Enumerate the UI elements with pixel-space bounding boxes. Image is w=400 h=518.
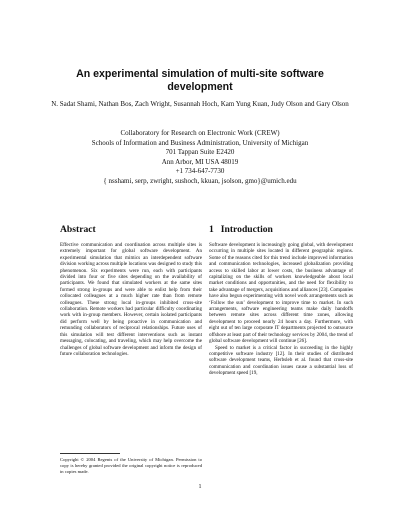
abstract-text: Effective communication and coordination across multiple sites is extremely important for global software development. An experimental simulation that mimics an interdependent software division working across multiple locations was designed to study this phenomenon. Six experiments were run, each with participants divided into four or five sites depending on the availability of participants. We found that simulated workers at the same sites formed strong in-groups and were able to enlist help from their collocated colleagues at a much higher rate than from remote colleagues. These strong local in-groups inhibited cross-site collaboration. Remote workers had particular difficulty coordinating work with in-group members. However, certain isolated participants did perform well by being proactive in communication and remunding collaborators of reciprocal relationships. Future uses of this simulation will test different interventions such as instant messaging, colocating, and traveling, which may help overcome the challenges of global software development and inform the design of future collaboration technologies.: [60, 242, 202, 357]
affiliation-line: Schools of Information and Business Administration, University of Michigan: [91, 138, 309, 147]
section-title: Introduction: [220, 224, 273, 235]
affiliation-line: Collaboratory for Research on Electronic Work (CREW): [120, 129, 280, 137]
abstract-column: [60, 224, 202, 357]
affiliation-line: Ann Arbor, MI USA 48019: [161, 157, 239, 166]
affiliation-block: [40, 129, 360, 187]
section-number: 1: [209, 224, 214, 235]
author-list: N. Sadat Shami, Nathan Bos, Zach Wright, Susannah Hoch, Kam Yung Kuan, Judy Olson and Gary Olson: [51, 100, 349, 108]
affiliation-line: +1 734-647-7730: [175, 167, 225, 176]
introduction-column: [209, 224, 353, 377]
abstract-heading: Abstract: [60, 224, 96, 235]
footnote-divider: [60, 453, 120, 454]
affiliation-line: 701 Tappan Suite E2420: [165, 148, 235, 157]
introduction-paragraph: Speed to market is a critical factor in succeeding in the highly competitive software industry [12]. In their studies of distributed software development teams, Herbsleb et al. found that cross-site communication and coordination issues cause a substantial loss of development speed [19,: [209, 344, 353, 377]
paper-title: An experimental simulation of multi-site software development: [76, 68, 324, 93]
author-emails: { nsshami, serp, zwright, sushoch, kkuan, jsolson, gmo}@umich.edu: [103, 176, 297, 185]
page-number: 1: [198, 484, 202, 490]
introduction-paragraph: Software development is increasingly going global, with development occurring in multiple sites located in different geographic regions. Some of the reasons cited for this trend include improved information and communication technologies, increased globalization providing access to skilled labor at lower costs, the business advantage of capitalizing on the skills of workers knowledgeable about local market conditions and opportunities, and the need for flexibility to take advantage of mergers, acquisitions and alliances [23]. Companies have also begun experimenting with novel work arrangements such as ‘Follow the sun’ development to improve time to market. In such arrangements, software engineering teams make daily handoffs between remote sites across different time zones, allowing development to proceed nearly 24 hours a day. Furthermore, with eight out of ten large corporate IT departments projected to outsource offshore at least part of their technology services by 2004, the trend of global software development will continue [26].: [209, 242, 353, 345]
copyright-footnote: Copyright © 2004 Regents of the University of Michigan. Permission to copy is hereby granted provided the original copyright notice is reproduced in copies made.: [60, 457, 202, 474]
introduction-heading: [209, 224, 353, 236]
